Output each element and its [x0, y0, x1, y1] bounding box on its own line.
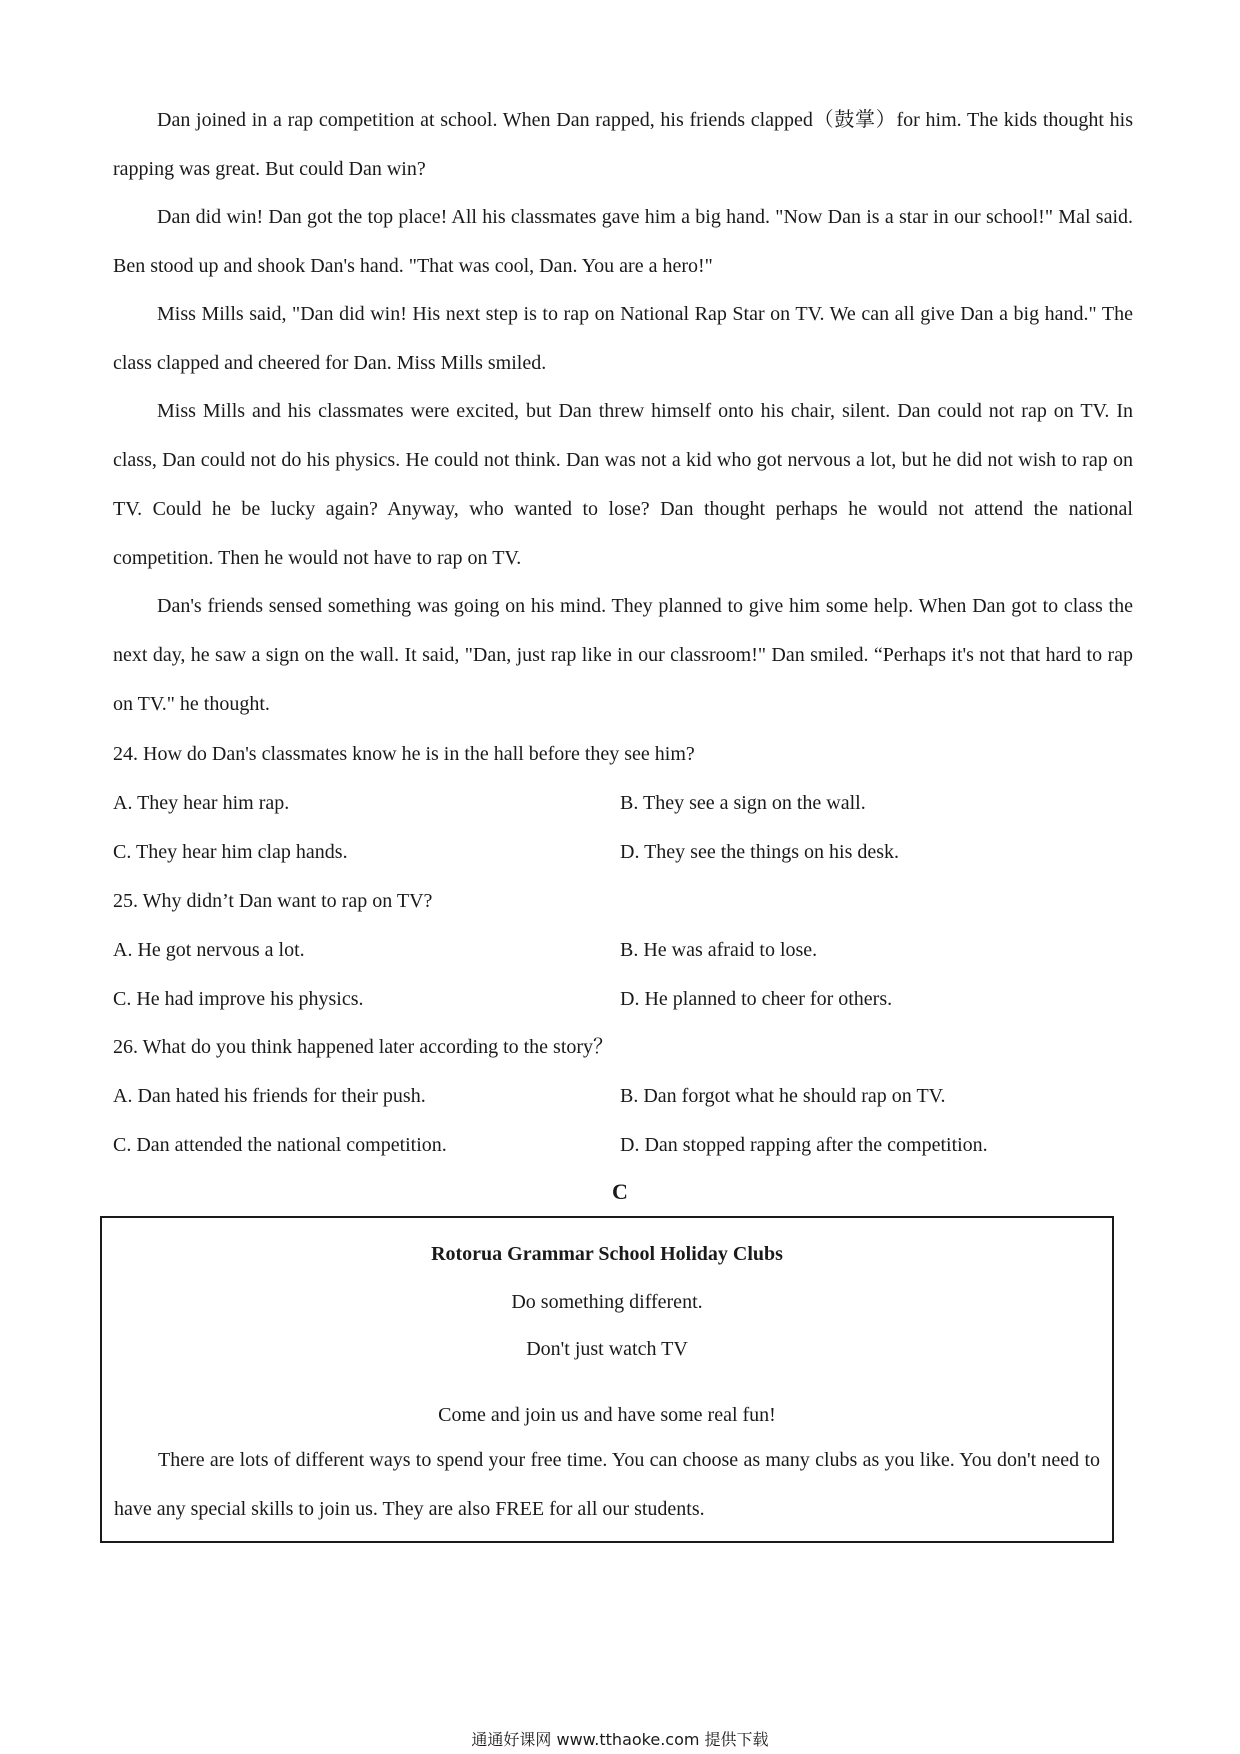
page-footer: 通通好课网 www.tthaoke.com 提供下载	[471, 1730, 769, 1749]
question-24-option-a: A. They hear him rap.	[113, 792, 290, 814]
question-25-option-c: C. He had improve his physics.	[113, 988, 364, 1010]
holiday-clubs-notice	[100, 1216, 1114, 1543]
story-paragraph-3-text: Miss Mills said, "Dan did win! His next step is to rap on National Rap Star on TV. We can all give Dan a big hand." The class clapped and cheered for Dan. Miss Mills smiled.	[113, 303, 1133, 374]
question-24-option-b: B. They see a sign on the wall.	[620, 792, 866, 814]
question-24-option-c: C. They hear him clap hands.	[113, 841, 348, 863]
notice-line-1: Do something different.	[511, 1291, 703, 1313]
story-paragraph-1-text: Dan joined in a rap competition at school. When Dan rapped, his friends clapped（鼓掌）for him. The kids thought his rapping was great. But could Dan win?	[113, 109, 1133, 180]
story-paragraph-5-text: Dan's friends sensed something was going on his mind. They planned to give him some help. When Dan got to class the next day, he saw a sign on the wall. It said, "Dan, just rap like in our classroom!" Dan smiled. “Perhaps it's not that hard to rap on TV." he thought.	[113, 595, 1133, 715]
story-paragraph-2-text: Dan did win! Dan got the top place! All his classmates gave him a big hand. "Now Dan is a star in our school!" Mal said. Ben stood up and shook Dan's hand. "That was cool, Dan. You are a hero!"	[113, 206, 1133, 277]
question-25-option-b: B. He was afraid to lose.	[620, 939, 818, 961]
question-26-option-b: B. Dan forgot what he should rap on TV.	[620, 1085, 946, 1107]
section-c-heading: C	[612, 1179, 628, 1204]
question-24-stem: 24. How do Dan's classmates know he is in the hall before they see him?	[113, 743, 695, 765]
story-paragraph-2	[113, 193, 1133, 291]
story-paragraph-3	[113, 290, 1133, 388]
question-25-stem: 25. Why didn’t Dan want to rap on TV?	[113, 890, 433, 912]
notice-title: Rotorua Grammar School Holiday Clubs	[431, 1243, 783, 1265]
notice-body	[114, 1436, 1100, 1534]
question-26-option-d: D. Dan stopped rapping after the competition.	[620, 1134, 988, 1156]
question-25-option-d: D. He planned to cheer for others.	[620, 988, 893, 1010]
notice-line-2: Don't just watch TV	[526, 1338, 688, 1360]
story-paragraph-4-text: Miss Mills and his classmates were excited, but Dan threw himself onto his chair, silent. Dan could not rap on TV. In class, Dan could not do his physics. He could not think. Dan was not a kid who got nervous a lot, but he did not wish to rap on TV. Could he be lucky again? Anyway, who wanted to lose? Dan thought perhaps he would not attend the national competition. Then he would not have to rap on TV.	[113, 400, 1133, 569]
question-26-stem: 26. What do you think happened later according to the story？	[113, 1036, 614, 1058]
notice-line-3: Come and join us and have some real fun!	[438, 1404, 776, 1426]
question-24-option-d: D. They see the things on his desk.	[620, 841, 900, 863]
story-paragraph-5	[113, 582, 1133, 729]
question-25-option-a: A. He got nervous a lot.	[113, 939, 305, 961]
story-paragraph-4	[113, 387, 1133, 583]
story-paragraph-1	[113, 96, 1133, 194]
question-26-option-a: A. Dan hated his friends for their push.	[113, 1085, 426, 1107]
notice-body-text: There are lots of different ways to spend your free time. You can choose as many clubs as you like. You don't need to have any special skills to join us. They are also FREE for all our students.	[114, 1449, 1100, 1520]
question-26-option-c: C. Dan attended the national competition.	[113, 1134, 447, 1156]
